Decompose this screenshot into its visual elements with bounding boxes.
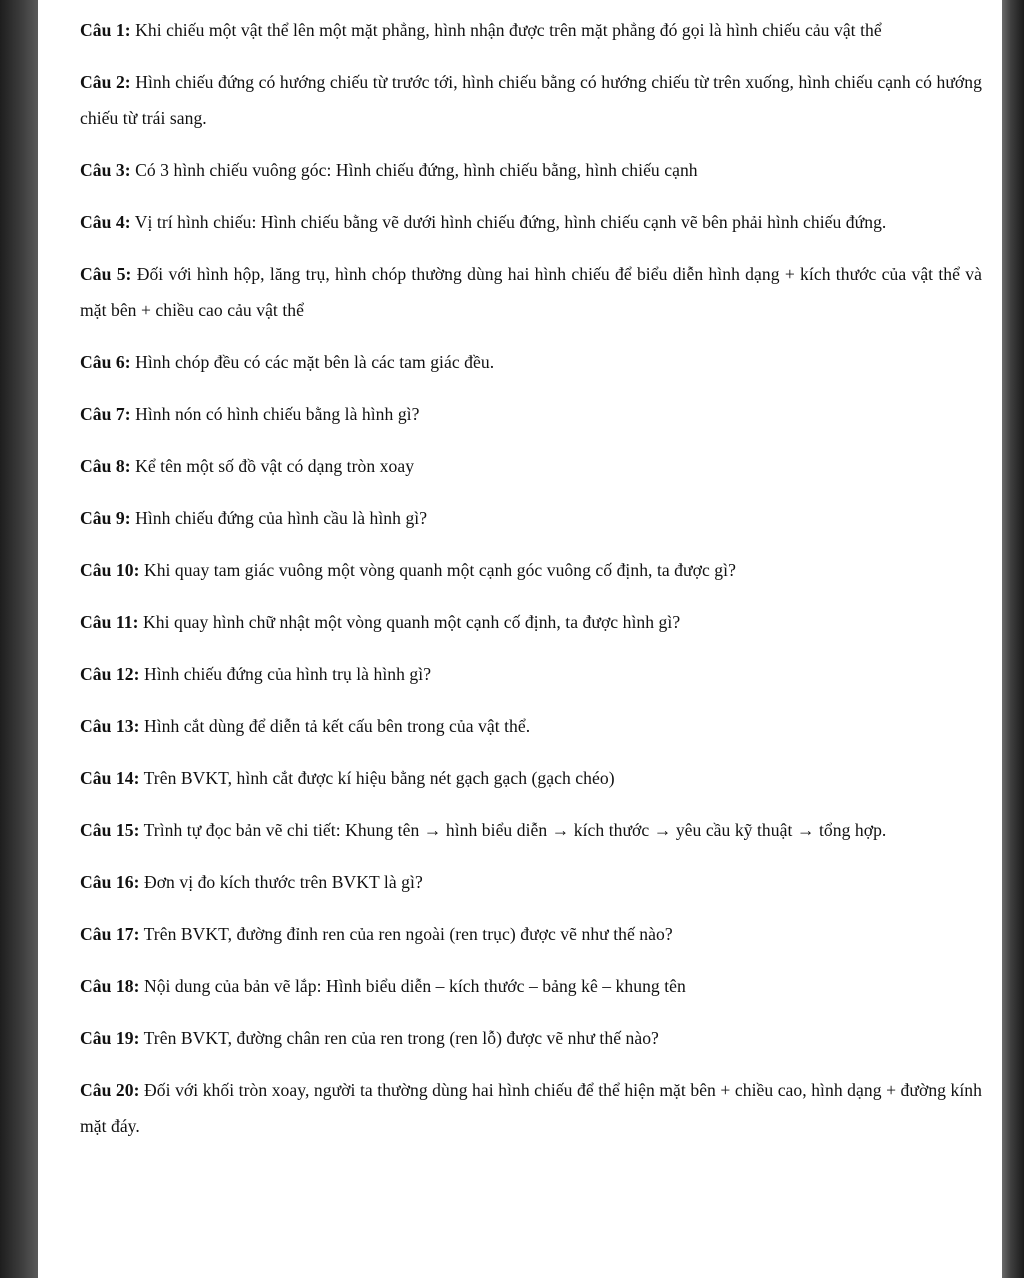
question-text: Hình chiếu đứng của hình cầu là hình gì? — [130, 508, 428, 528]
question-1 — [80, 12, 982, 48]
question-text: Đối với khối tròn xoay, người ta thường dùng hai hình chiếu để thể hiện mặt bên + chiều cao, hình dạng + đường kính mặt đáy. — [80, 1080, 982, 1136]
question-text: Hình chiếu đứng có hướng chiếu từ trước tới, hình chiếu bằng có hướng chiếu từ trên xuống, hình chiếu cạnh có hướng chiếu từ trái sang. — [80, 72, 982, 128]
question-19 — [80, 1020, 982, 1056]
question-label: Câu 17: — [80, 924, 140, 944]
question-label: Câu 4: — [80, 212, 131, 232]
question-7 — [80, 396, 982, 432]
question-13 — [80, 708, 982, 744]
question-3 — [80, 152, 982, 188]
question-label: Câu 13: — [80, 716, 140, 736]
question-label: Câu 18: — [80, 976, 140, 996]
question-text: Đơn vị đo kích thước trên BVKT là gì? — [139, 872, 423, 892]
question-label: Câu 14: — [80, 768, 140, 788]
question-text: Khi quay tam giác vuông một vòng quanh một cạnh góc vuông cố định, ta được gì? — [139, 560, 736, 580]
question-label: Câu 12: — [80, 664, 140, 684]
question-text: Hình chiếu đứng của hình trụ là hình gì? — [139, 664, 432, 684]
question-label: Câu 2: — [80, 72, 131, 92]
question-label: Câu 10: — [80, 560, 140, 580]
question-label: Câu 9: — [80, 508, 131, 528]
question-15 — [80, 812, 982, 848]
question-2 — [80, 64, 982, 136]
question-4 — [80, 204, 982, 240]
question-text: Hình chóp đều có các mặt bên là các tam giác đều. — [130, 352, 495, 372]
question-17 — [80, 916, 982, 952]
question-text: Kể tên một số đồ vật có dạng tròn xoay — [130, 456, 415, 476]
question-label: Câu 20: — [80, 1080, 140, 1100]
question-text: Khi chiếu một vật thể lên một mặt phẳng, hình nhận được trên mặt phẳng đó gọi là hình chiếu cảu vật thể — [130, 20, 882, 40]
question-text: Hình nón có hình chiếu bằng là hình gì? — [130, 404, 420, 424]
question-5 — [80, 256, 982, 328]
question-text: Có 3 hình chiếu vuông góc: Hình chiếu đứng, hình chiếu bằng, hình chiếu cạnh — [130, 160, 698, 180]
left-frame-edge — [0, 0, 38, 1278]
question-16 — [80, 864, 982, 900]
question-text: Trên BVKT, hình cắt được kí hiệu bằng nét gạch gạch (gạch chéo) — [139, 768, 615, 788]
question-text: Đối với hình hộp, lăng trụ, hình chóp thường dùng hai hình chiếu để biểu diễn hình dạng + kích thước của vật thể và mặt bên + chiều cao cảu vật thể — [80, 264, 982, 320]
question-text: Khi quay hình chữ nhật một vòng quanh một cạnh cố định, ta được hình gì? — [138, 612, 681, 632]
question-11 — [80, 604, 982, 640]
question-text: Trình tự đọc bản vẽ chi tiết: Khung tên → hình biểu diễn → kích thước → yêu cầu kỹ thuật → tổng hợp. — [139, 820, 887, 840]
question-9 — [80, 500, 982, 536]
question-label: Câu 3: — [80, 160, 131, 180]
question-20 — [80, 1072, 982, 1144]
question-label: Câu 16: — [80, 872, 140, 892]
question-label: Câu 5: — [80, 264, 132, 284]
question-label: Câu 1: — [80, 20, 131, 40]
question-12 — [80, 656, 982, 692]
question-18 — [80, 968, 982, 1004]
question-10 — [80, 552, 982, 588]
question-label: Câu 8: — [80, 456, 131, 476]
question-text: Nội dung của bản vẽ lắp: Hình biểu diễn – kích thước – bảng kê – khung tên — [139, 976, 686, 996]
question-label: Câu 6: — [80, 352, 131, 372]
question-label: Câu 11: — [80, 612, 139, 632]
question-text: Trên BVKT, đường đỉnh ren của ren ngoài (ren trục) được vẽ như thế nào? — [139, 924, 673, 944]
question-label: Câu 15: — [80, 820, 140, 840]
question-text: Trên BVKT, đường chân ren của ren trong (ren lỗ) được vẽ như thế nào? — [139, 1028, 659, 1048]
question-text: Hình cắt dùng để diễn tả kết cấu bên trong của vật thể. — [139, 716, 531, 736]
right-frame-edge — [1002, 0, 1024, 1278]
question-6 — [80, 344, 982, 380]
question-label: Câu 19: — [80, 1028, 140, 1048]
question-text: Vị trí hình chiếu: Hình chiếu bằng vẽ dưới hình chiếu đứng, hình chiếu cạnh vẽ bên phải hình chiếu đứng. — [130, 212, 887, 232]
question-14 — [80, 760, 982, 796]
question-label: Câu 7: — [80, 404, 131, 424]
document-page — [38, 0, 1002, 1278]
question-8 — [80, 448, 982, 484]
